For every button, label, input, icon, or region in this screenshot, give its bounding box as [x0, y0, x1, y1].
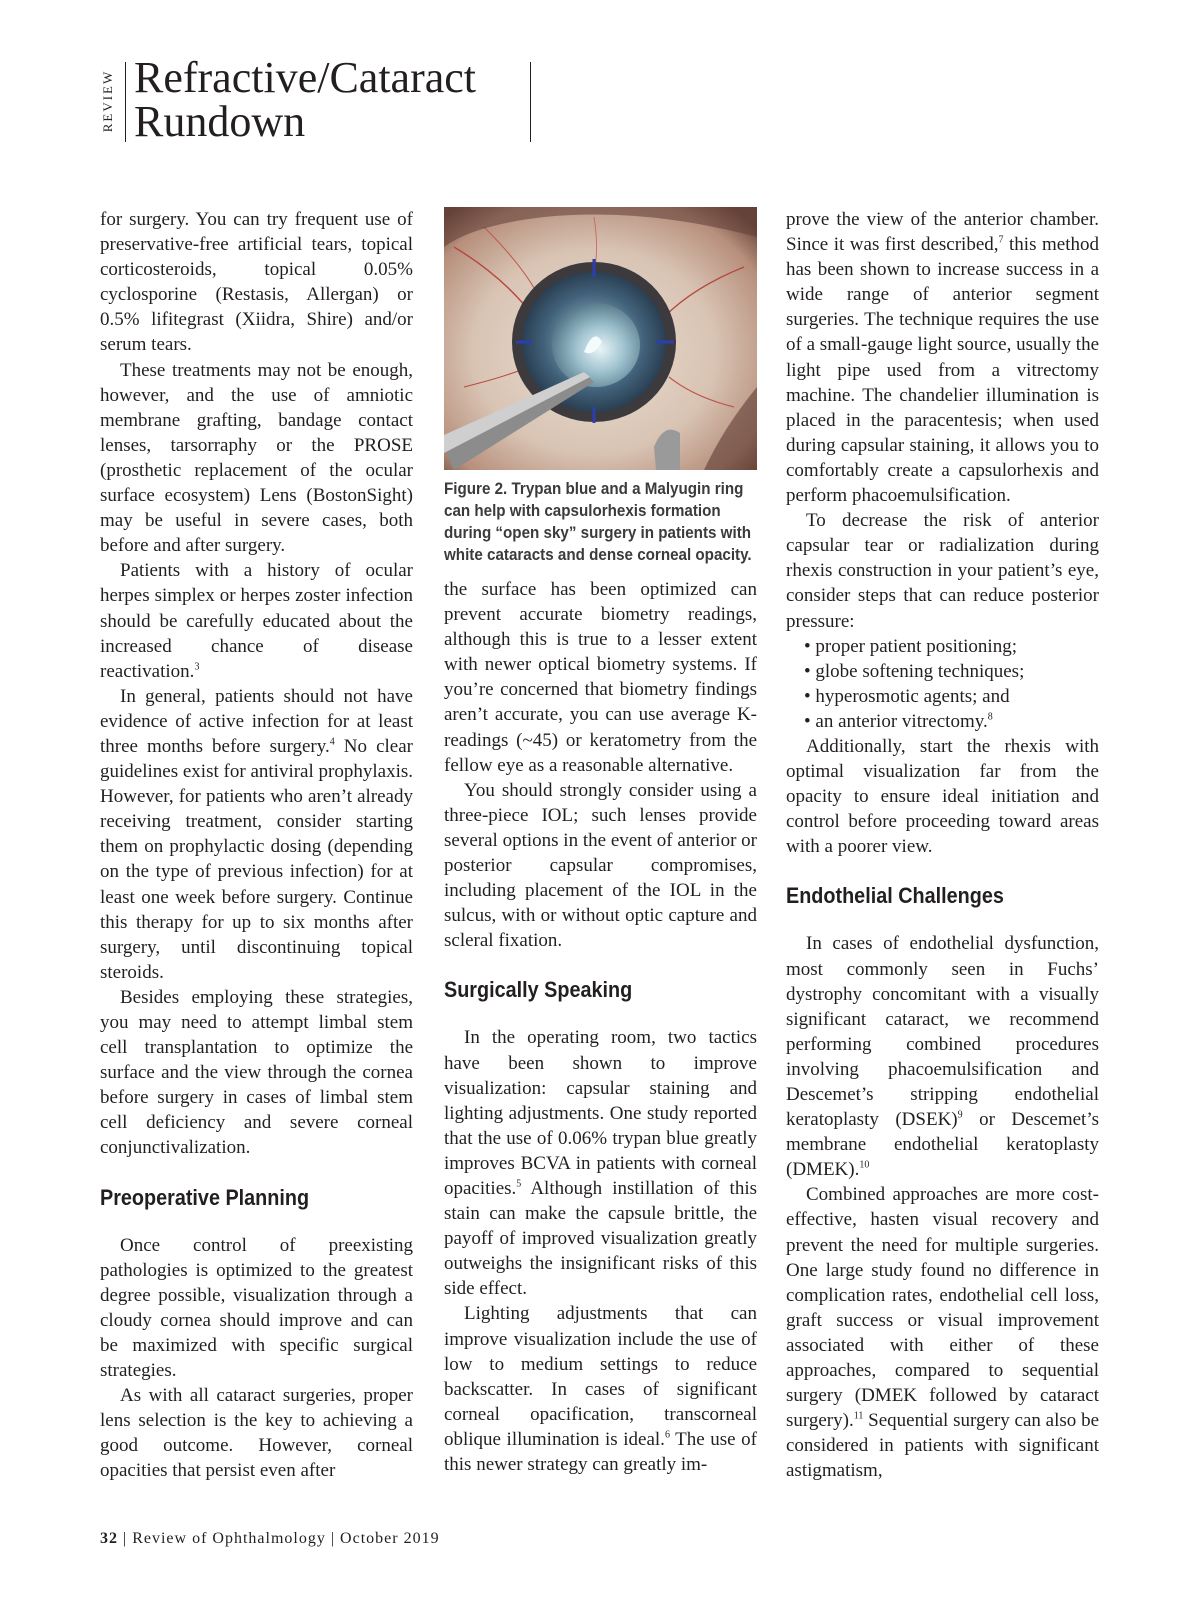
- paragraph: As with all cataract surgeries, proper lens selection is the key to achieving a good outcome. However, corneal opacities that persist even after: [100, 1385, 413, 1482]
- paragraph: Patients with a history of ocular herpes simplex or herpes zoster infection should be carefully educated about the increased chance of disease reactivation.$^3$: [100, 560, 413, 682]
- page-number: 32: [100, 1530, 118, 1547]
- paragraph: the surface has been optimized can prevent accurate biometry readings, although this is true to a lesser extent with newer optical biometry systems. If you’re concerned that biometry findings aren’t accurate, you can use average K-readings (~45) or keratometry from the fellow eye as a reasonable alternative.: [444, 579, 757, 776]
- reference-4: 4: [329, 736, 335, 748]
- column-3: [786, 207, 1099, 1484]
- reference-9: 9: [957, 1109, 963, 1121]
- paragraph: In the operating room, two tactics have been shown to improve visualization: capsular staining and lighting adjustments. One study reported that the use of 0.06% trypan blue greatly improves BCVA in patients with corneal opacities.$^5$ Although instillation of this stain can make the capsule brittle, the payoff of improved visualization greatly outweighs the insignificant risks of this side effect.: [444, 1027, 757, 1300]
- paragraph: You should strongly consider using a three-piece IOL; such lenses provide several options in the event of anterior or posterior capsular compromises, including placement of the IOL in the sulcus, with or without optic capture and scleral fixation.: [444, 779, 757, 952]
- paragraph: In cases of endothelial dysfunction, most commonly seen in Fuchs’ dystrophy concomitant with a visually significant cataract, we recommend performing combined procedures involving phacoemulsification and Descemet’s stripping endothelial keratoplasty (DSEK)$^9$ or Descemet’s membrane endothelial keratoplasty (DMEK).$^{10}$: [786, 933, 1099, 1181]
- section-label: REVIEW: [100, 69, 115, 133]
- page-title: [134, 53, 477, 146]
- reference-11: 11: [853, 1410, 864, 1422]
- list-item: • proper patient positioning;: [804, 635, 1017, 657]
- eye-surgery-illustration: [444, 207, 757, 470]
- paragraph: Additionally, start the rhexis with optimal visualization far from the opacity to ensure ideal initiation and control before proceeding toward areas with a poorer view.: [786, 735, 1099, 858]
- reference-3: 3: [194, 661, 200, 673]
- figure-eye-surgery-photo: [444, 207, 757, 470]
- reference-5: 5: [516, 1178, 522, 1190]
- title-line-2: Rundown: [134, 97, 306, 146]
- reference-8: 8: [987, 711, 993, 723]
- reference-6: 6: [664, 1429, 670, 1441]
- section-heading-surgically-speaking: Surgically Speaking: [444, 977, 633, 1003]
- paragraph: Once control of preexisting pathologies is optimized to the greatest degree possible, visualization through a cloudy cornea should improve and can be maximized with specific surgical strategies.: [100, 1234, 413, 1382]
- publication-info: | Review of Ophthalmology | October 2019: [118, 1530, 440, 1547]
- paragraph: for surgery. You can try frequent use of preservative-free artificial tears, topical corticosteroids, topical 0.05% cyclosporine (Restasis, Allergan) or 0.5% lifitegrast (Xiidra, Shire) and/or serum tears.: [100, 209, 413, 356]
- figure-caption: Figure 2. Trypan blue and a Malyugin ring can help with capsulorhexis formation during “open sky” surgery in patients with white cataracts and dense corneal opacity.: [444, 480, 752, 564]
- paragraph: Combined approaches are more cost-effective, hasten visual recovery and prevent the need for multiple surgeries. One large study found no difference in complication rates, endothelial cell loss, graft success or visual improvement associated with either of these approaches, compared to sequential surgery (DMEK followed by cataract surgery).$^{11}$ Sequential surgery can also be considered in patients with significant astigmatism,: [786, 1184, 1099, 1482]
- paragraph: These treatments may not be enough, however, and the use of amniotic membrane grafting, bandage contact lenses, tarsorraphy or the PROSE (prosthetic replacement of the ocular surface ecosystem) Lens (BostonSight) may be useful in severe cases, both before and after surgery.: [100, 359, 413, 557]
- paragraph: Besides employing these strategies, you may need to attempt limbal stem cell transplantation to optimize the surface and the view through the cornea before surgery in cases of limbal stem cell deficiency and severe corneal conjunctivalization.: [100, 986, 413, 1159]
- column-1: [100, 207, 413, 1484]
- header-divider-right: [530, 62, 531, 142]
- list-item: • hyperosmotic agents; and: [804, 685, 1010, 707]
- reference-7: 7: [998, 234, 1004, 246]
- paragraph: In general, patients should not have evidence of active infection for at least three months before surgery.$^4$ No clear guidelines exist for antiviral prophylaxis. However, for patients who aren’t already receiving treatment, consider starting them on prophylactic dosing (depending on the type of previous infection) for at least one week before surgery. Continue this therapy for up to six months after surgery, until discontinuing topical steroids.: [100, 685, 413, 983]
- reference-10: 10: [859, 1159, 870, 1171]
- section-heading-preoperative-planning: Preoperative Planning: [100, 1184, 310, 1210]
- column-2: [444, 207, 757, 1477]
- page-footer: [100, 1530, 440, 1548]
- section-heading-endothelial-challenges: Endothelial Challenges: [786, 883, 1004, 909]
- list-item: • globe softening techniques;: [804, 660, 1025, 682]
- paragraph: Lighting adjustments that can improve visualization include the use of low to medium settings to reduce backscatter. In cases of significant corneal opacification, transcorneal oblique illumination is ideal.$^6$ The use of this newer strategy can greatly im-: [444, 1303, 757, 1475]
- header-divider-left: [125, 62, 126, 142]
- paragraph: To decrease the risk of anterior capsular tear or radialization during rhexis construction in your patient’s eye, consider steps that can reduce posterior pressure:: [786, 510, 1099, 632]
- title-line-1: Refractive/Cataract: [134, 53, 477, 102]
- bullet-list: [786, 634, 1099, 734]
- list-item: • an anterior vitrectomy.$^8$: [804, 710, 993, 732]
- paragraph: prove the view of the anterior chamber. Since it was first described,$^7$ this method has been shown to increase success in a wide range of anterior segment surgeries. The technique requires the use of a small-gauge light source, usually the light pipe used from a vitrectomy machine. The chandelier illumination is placed in the paracentesis; when used during capsular staining, it allows you to comfortably create a capsulorhexis and perform phacoemulsification.: [786, 209, 1099, 507]
